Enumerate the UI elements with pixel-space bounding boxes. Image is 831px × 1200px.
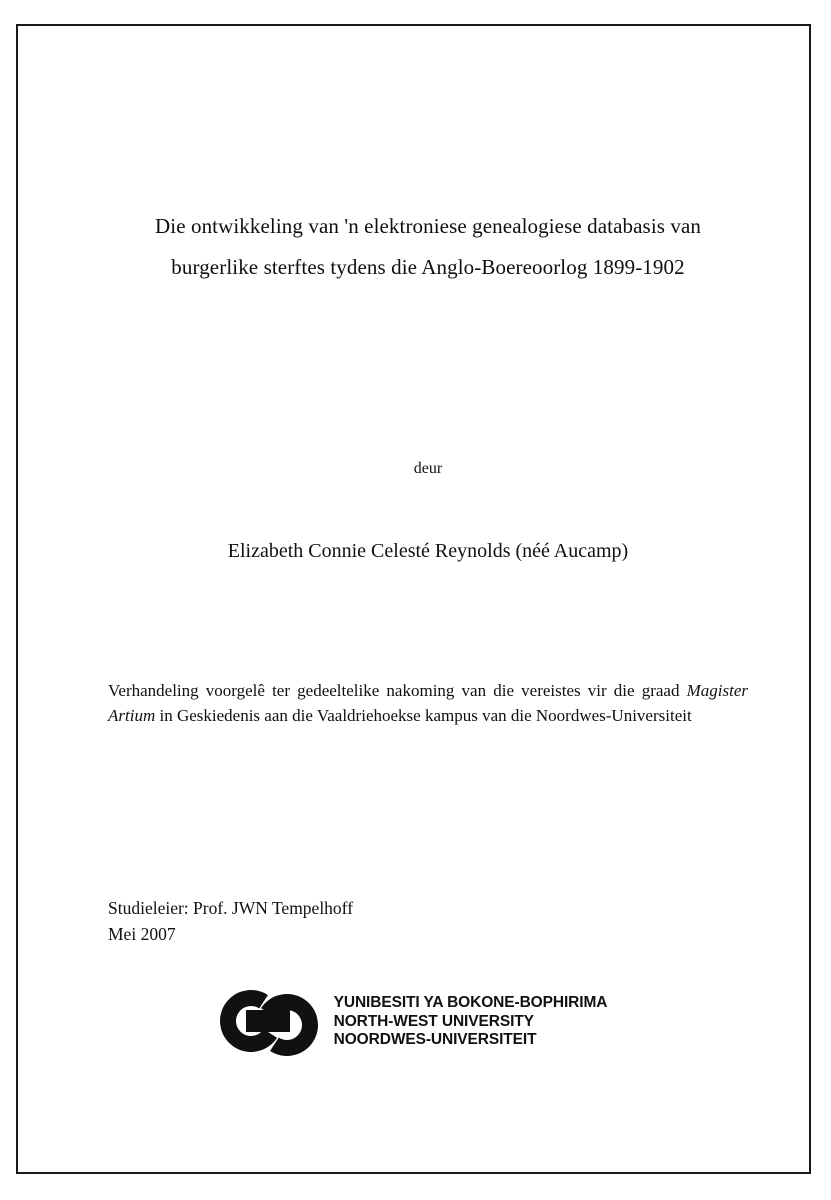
title-line-2: burgerlike sterftes tydens die Anglo-Boereoorlog 1899-1902 <box>171 254 685 279</box>
degree-name: Magister Artium <box>108 680 748 725</box>
title-line-1: Die ontwikkeling van 'n elektroniese genealogiese databasis van <box>155 214 701 238</box>
page-title <box>108 206 748 288</box>
university-logo-text <box>334 994 608 1051</box>
title-page-content <box>108 206 748 947</box>
university-logo <box>18 986 809 1058</box>
logo-line-2: NORTH-WEST UNIVERSITY <box>333 1012 534 1030</box>
supervisor-block <box>108 895 748 948</box>
degree-statement-part1: Verhandeling voorgelê ter gedeeltelike nakoming van die vereistes vir die graad <box>108 680 687 700</box>
logo-line-1: YUNIBESITI YA BOKONE-BOPHIRIMA <box>333 993 608 1011</box>
degree-statement <box>108 679 748 729</box>
north-west-university-logo-icon <box>220 986 324 1058</box>
supervisor-name: Studieleier: Prof. JWN Tempelhoff <box>108 897 354 918</box>
by-label: deur <box>413 459 443 477</box>
submission-date: Mei 2007 <box>108 924 176 945</box>
author-name: Elizabeth Connie Celesté Reynolds (néé Aucamp) <box>227 539 629 562</box>
degree-statement-part2: in Geskiedenis aan die Vaaldriehoekse kampus van die Noordwes-Universiteit <box>155 705 692 725</box>
logo-line-3: NOORDWES-UNIVERSITEIT <box>333 1031 537 1049</box>
page-border <box>16 24 811 1174</box>
